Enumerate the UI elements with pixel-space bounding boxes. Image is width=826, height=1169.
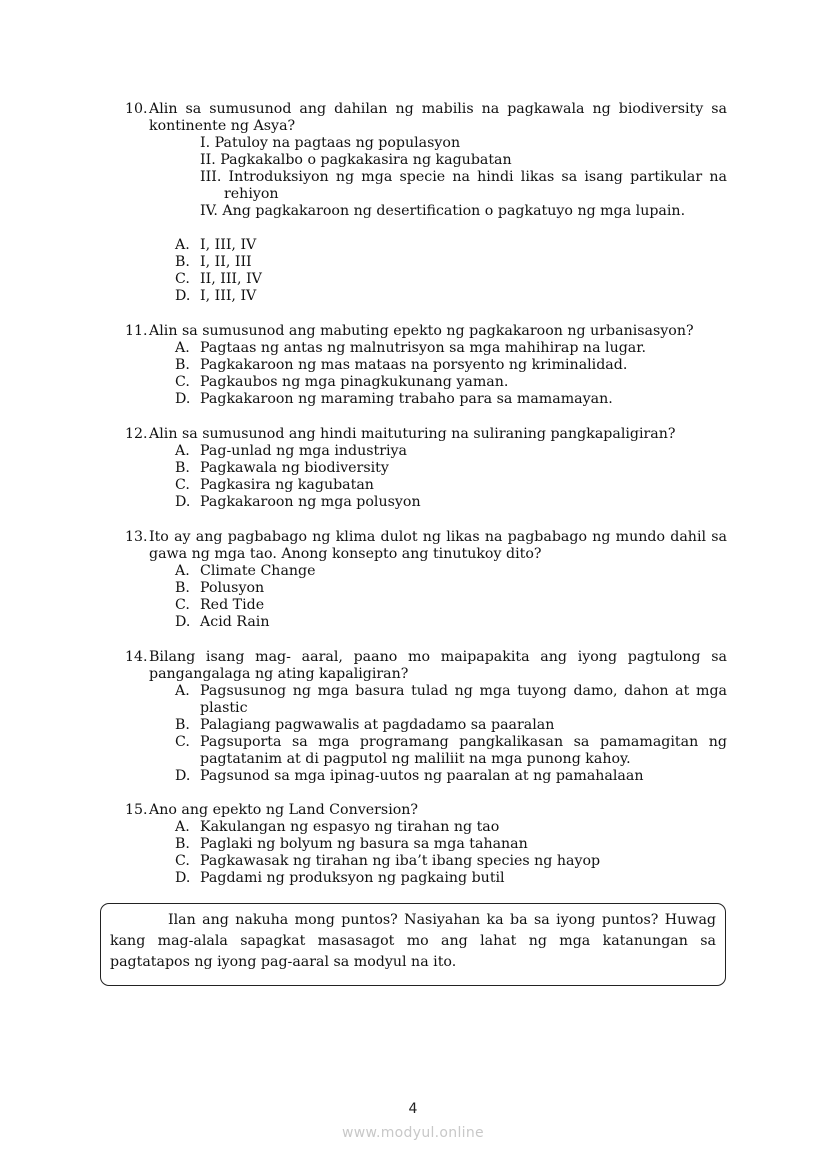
choice-d: D. Acid Rain (175, 614, 270, 630)
statement-item: IV. Ang pagkakaroon ng desertification o pagkatuyo ng mga lupain. (200, 203, 686, 219)
choice-b: B. Pagkakaroon ng mas mataas na porsyento ng kriminalidad. (175, 357, 628, 373)
roman-statements (200, 135, 727, 220)
question-number: 12. (125, 426, 148, 442)
choice-b: B. Polusyon (175, 580, 265, 596)
choices-list (175, 340, 727, 408)
question-stem (125, 802, 727, 819)
choice-c: C. Pagkaubos ng mga pinagkukunang yaman. (175, 374, 509, 390)
question-text: Ito ay ang pagbabago ng klima dulot ng likas na pagbabago ng mundo dahil sa gawa ng mga tao. Anong konsepto ang tinutukoy dito? (149, 529, 727, 562)
choice-b: B. Paglaki ng bolyum ng basura sa mga tahanan (175, 836, 528, 852)
choices-list (175, 237, 727, 305)
question-14 (125, 649, 727, 785)
reflection-note-text: Ilan ang nakuha mong puntos? Nasiyahan ka ba sa iyong puntos? Huwag kang mag-alala sapagkat masasagot mo ang lahat ng mga katanungan sa pagtatapos ng iyong pag-aaral sa modyul na ito. (110, 912, 716, 970)
question-12 (125, 426, 727, 511)
question-number: 11. (125, 323, 148, 339)
question-15 (125, 802, 727, 887)
question-text: Alin sa sumusunod ang dahilan ng mabilis na pagkawala ng biodiversity sa kontinente ng Asya? (149, 101, 727, 134)
choice-c: C. Pagkawasak ng tirahan ng iba’t ibang species ng hayop (175, 853, 601, 869)
choice-b: B. Palagiang pagwawalis at pagdadamo sa paaralan (175, 717, 555, 733)
statement-item: II. Pagkakalbo o pagkakasira ng kagubatan (200, 152, 512, 168)
question-number: 15. (125, 802, 148, 818)
question-number: 10. (125, 101, 148, 117)
question-11 (125, 323, 727, 408)
question-number: 13. (125, 529, 148, 545)
question-13 (125, 529, 727, 631)
statement-item: I. Patuloy na pagtaas ng populasyon (200, 135, 461, 151)
choices-list (175, 563, 727, 631)
choice-a: A. I, III, IV (175, 237, 257, 253)
question-stem (125, 426, 727, 443)
choice-d: D. Pagdami ng produksyon ng pagkaing butil (175, 870, 505, 886)
choice-d: D. Pagsunod sa mga ipinag-uutos ng paaralan at ng pamahalaan (175, 768, 644, 784)
choices-list (175, 443, 727, 511)
choices-list (175, 683, 727, 785)
question-text: Bilang isang mag- aaral, paano mo maipapakita ang iyong pagtulong sa pangangalaga ng ating kapaligiran? (149, 649, 727, 682)
statement-item: III. Introduksiyon ng mga specie na hindi likas sa isang partikular na rehiyon (200, 169, 727, 202)
question-number: 14. (125, 649, 148, 665)
question-stem (125, 649, 727, 683)
question-stem (125, 323, 727, 340)
choice-a: A. Pag-unlad ng mga industriya (175, 443, 408, 459)
choice-b: B. I, II, III (175, 254, 252, 270)
question-text: Alin sa sumusunod ang mabuting epekto ng pagkakaroon ng urbanisasyon? (149, 323, 694, 339)
choice-d: D. I, III, IV (175, 288, 257, 304)
choice-b: B. Pagkawala ng biodiversity (175, 460, 389, 476)
choices-list (175, 819, 727, 887)
choice-d: D. Pagkakaroon ng maraming trabaho para sa mamamayan. (175, 391, 613, 407)
page-number: 4 (408, 1101, 418, 1117)
choice-c: C. II, III, IV (175, 271, 262, 287)
question-stem (125, 529, 727, 563)
question-stem (125, 101, 727, 135)
watermark: www.modyul.online (342, 1125, 484, 1141)
choice-a: A. Climate Change (175, 563, 316, 579)
choice-c: C. Pagsuporta sa mga programang pangkalikasan sa pamamagitan ng pagtatanim at di pagputol ng maliliit na mga punong kahoy. (175, 734, 727, 767)
question-text: Alin sa sumusunod ang hindi maituturing na suliraning pangkapaligiran? (149, 426, 676, 442)
question-10 (125, 101, 727, 305)
choice-a: A. Pagsusunog ng mga basura tulad ng mga tuyong damo, dahon at mga plastic (175, 683, 727, 716)
choice-a: A. Pagtaas ng antas ng malnutrisyon sa mga mahihirap na lugar. (175, 340, 646, 356)
choice-c: C. Pagkasira ng kagubatan (175, 477, 374, 493)
choice-a: A. Kakulangan ng espasyo ng tirahan ng tao (175, 819, 500, 835)
reflection-note-box (100, 903, 726, 986)
choice-d: D. Pagkakaroon ng mga polusyon (175, 494, 421, 510)
choice-c: C. Red Tide (175, 597, 265, 613)
question-text: Ano ang epekto ng Land Conversion? (149, 802, 419, 818)
